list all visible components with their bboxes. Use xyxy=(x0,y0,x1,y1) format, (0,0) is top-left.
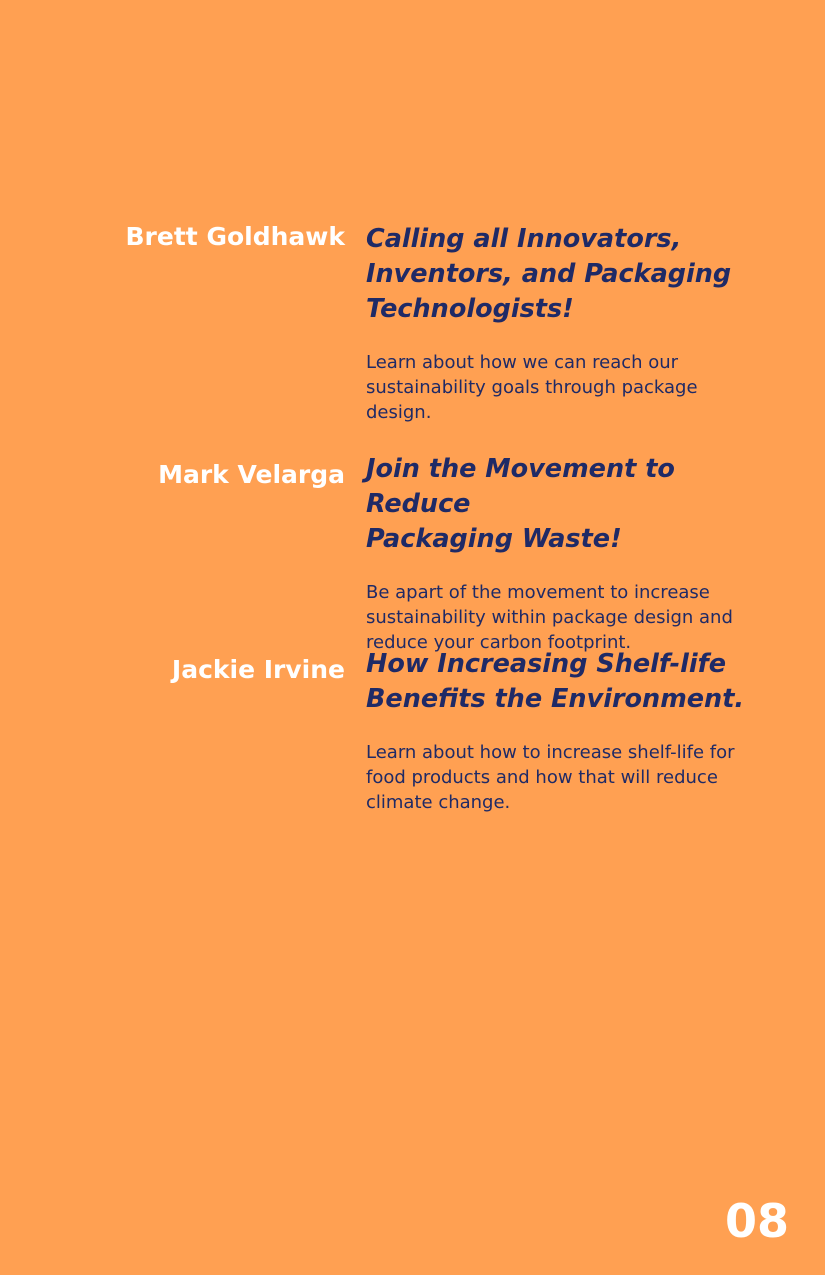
session-title xyxy=(366,647,776,717)
session-description xyxy=(366,580,776,655)
title-line: Join the Movement to Reduce xyxy=(366,454,675,519)
session-description xyxy=(366,350,776,425)
description-line: sustainability within package design and xyxy=(366,607,733,628)
speaker-name: Jackie Irvine xyxy=(171,655,345,684)
title-line: Inventors, and Packaging xyxy=(366,259,732,289)
title-line: How Increasing Shelf-life xyxy=(366,649,726,679)
description-line: Learn about how to increase shelf-life for xyxy=(366,742,735,763)
description-line: Be apart of the movement to increase xyxy=(366,582,710,603)
title-line: Packaging Waste! xyxy=(366,524,622,554)
session-content xyxy=(366,222,776,425)
description-line: sustainability goals through package xyxy=(366,377,698,398)
session-title xyxy=(366,452,776,557)
speaker-name: Brett Goldhawk xyxy=(125,222,345,251)
description-line: design. xyxy=(366,402,432,423)
description-line: reduce your carbon footprint. xyxy=(366,632,632,653)
title-line: Benefits the Environment. xyxy=(366,684,745,714)
session-title xyxy=(366,222,776,327)
page-number: 08 xyxy=(724,1194,789,1248)
session-content xyxy=(366,452,776,655)
description-line: food products and how that will reduce xyxy=(366,767,718,788)
session-content xyxy=(366,647,776,815)
description-line: Learn about how we can reach our xyxy=(366,352,679,373)
description-line: climate change. xyxy=(366,792,511,813)
session-description xyxy=(366,740,776,815)
speaker-name: Mark Velarga xyxy=(158,460,345,489)
title-line: Technologists! xyxy=(366,294,574,324)
title-line: Calling all Innovators, xyxy=(366,224,682,254)
